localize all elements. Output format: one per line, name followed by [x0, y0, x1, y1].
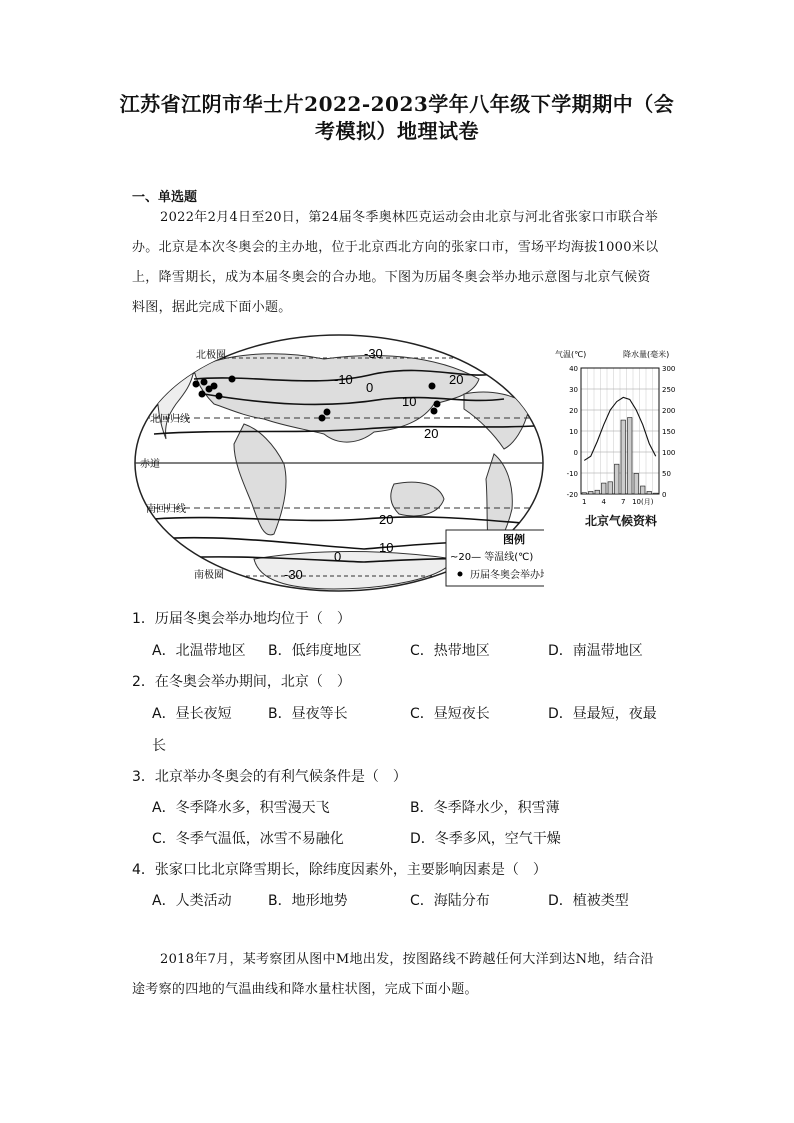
isotherm-label: 0	[366, 380, 374, 395]
q1-option-b[interactable]: B．低纬度地区	[268, 643, 362, 659]
isotherm-label: 20	[379, 512, 394, 527]
precip-tick: 0	[662, 491, 667, 499]
precip-bar	[608, 482, 613, 494]
month-tick: 10(月)	[632, 498, 654, 506]
month-tick: 4	[601, 498, 606, 506]
temp-tick: 10	[569, 428, 578, 436]
precip-bar	[589, 491, 594, 494]
precip-tick: 50	[662, 470, 671, 478]
map-legend	[446, 530, 544, 586]
legend-isotherm: ~20— 等温线(℃)	[450, 552, 534, 563]
precip-tick: 250	[662, 386, 676, 394]
isotherm-label: 20	[449, 372, 464, 387]
precip-bar	[621, 420, 626, 494]
month-tick: 1	[582, 498, 587, 506]
q1-option-a[interactable]: A．北温带地区	[152, 643, 246, 659]
world-map	[134, 334, 544, 592]
precip-axis-title: 降水量(毫米)	[623, 350, 670, 359]
precip-tick: 300	[662, 365, 676, 373]
precip-bar	[647, 491, 652, 494]
precip-bar	[582, 493, 587, 494]
precip-bar	[628, 418, 633, 494]
q2-option-d[interactable]: D．昼最短，夜最	[548, 706, 657, 722]
temp-tick: 0	[573, 449, 578, 457]
isotherm-label: -30	[364, 346, 383, 361]
temp-tick: 40	[569, 365, 578, 373]
q1-option-c[interactable]: C．热带地区	[410, 643, 490, 659]
q4-option-b[interactable]: B．地形地势	[268, 893, 348, 909]
question-4: 4．张家口比北京降雪期长，除纬度因素外，主要影响因素是（ ）	[132, 862, 547, 878]
tropic-s-label: 南回归线	[146, 504, 186, 515]
passage-1: 2022年2月4日至20日，第24届冬季奥林匹克运动会由北京与河北省张家口市联合举办。北京是本次冬奥会的主办地，位于北京西北方向的张家口市，雪场平均海拔1000米以上，降雪期长，成为本届冬奥会的合办地。下图为历届冬奥会举办地示意图与北京气候资料图，据此完成下面小题。	[132, 210, 659, 315]
q1-option-d[interactable]: D．南温带地区	[548, 643, 643, 659]
precip-tick: 200	[662, 407, 676, 415]
temp-tick: -10	[566, 470, 578, 478]
temp-axis-title: 气温(℃)	[555, 350, 587, 359]
temp-tick: -20	[566, 491, 578, 499]
q2-option-b[interactable]: B．昼夜等长	[268, 706, 348, 722]
q2-option-c[interactable]: C．昼短夜长	[410, 706, 490, 722]
temp-tick: 20	[569, 407, 578, 415]
precip-bar	[615, 464, 620, 494]
legend-title: 图例	[503, 533, 525, 546]
isotherm-label: 20	[424, 426, 439, 441]
question-2: 2．在冬奥会举办期间，北京（ ）	[132, 674, 351, 690]
question-3: 3．北京举办冬奥会的有利气候条件是（ ）	[132, 769, 407, 785]
precip-bar	[654, 493, 659, 494]
q4-option-c[interactable]: C．海陆分布	[410, 893, 490, 909]
page-title-line2: 考模拟）地理试卷	[315, 119, 479, 143]
arctic-label: 北极圈	[196, 350, 226, 361]
antarctic-label: 南极圈	[194, 570, 224, 581]
q3-option-c[interactable]: C．冬季气温低，冰雪不易融化	[152, 831, 344, 847]
tropic-n-label: 北回归线	[150, 414, 190, 425]
temp-tick: 30	[569, 386, 578, 394]
legend-dot: 历届冬奥会举办地	[470, 570, 544, 581]
q3-option-d[interactable]: D．冬季多风，空气干燥	[410, 831, 561, 847]
page-title-line1: 江苏省江阴市华士片2022-2023学年八年级下学期期中（会	[119, 92, 675, 116]
isotherm-label: 10	[379, 540, 394, 555]
month-tick: 7	[621, 498, 626, 506]
climate-caption: 北京气候资料	[585, 514, 658, 528]
q2-option-d-wrap: 长	[152, 738, 166, 754]
q4-option-a[interactable]: A．人类活动	[152, 893, 232, 909]
equator-label: 赤道	[140, 459, 160, 470]
precip-tick: 100	[662, 449, 676, 457]
q4-option-d[interactable]: D．植被类型	[548, 893, 629, 909]
isotherm-label: -30	[284, 567, 303, 582]
isotherm-label: 10	[402, 394, 417, 409]
isotherm-label: -10	[334, 372, 353, 387]
q2-option-a[interactable]: A．昼长夜短	[152, 706, 232, 722]
q3-option-b[interactable]: B．冬季降水少，积雪薄	[410, 800, 560, 816]
precip-bar	[595, 490, 600, 494]
precip-bar	[602, 483, 607, 494]
precip-bar	[641, 486, 646, 494]
q3-option-a[interactable]: A．冬季降水多，积雪漫天飞	[152, 800, 330, 816]
precip-bar	[634, 473, 639, 494]
isotherm-label: 0	[334, 549, 342, 564]
section-heading: 一、单选题	[132, 190, 198, 205]
precip-tick: 150	[662, 428, 676, 436]
question-1: 1．历届冬奥会举办地均位于（ ）	[132, 611, 351, 627]
passage-2: 2018年7月，某考察团从图中M地出发，按图路线不跨越任何大洋到达N地，结合沿途考察的四地的气温曲线和降水量柱状图，完成下面小题。	[132, 952, 654, 997]
climate-chart	[553, 348, 685, 528]
